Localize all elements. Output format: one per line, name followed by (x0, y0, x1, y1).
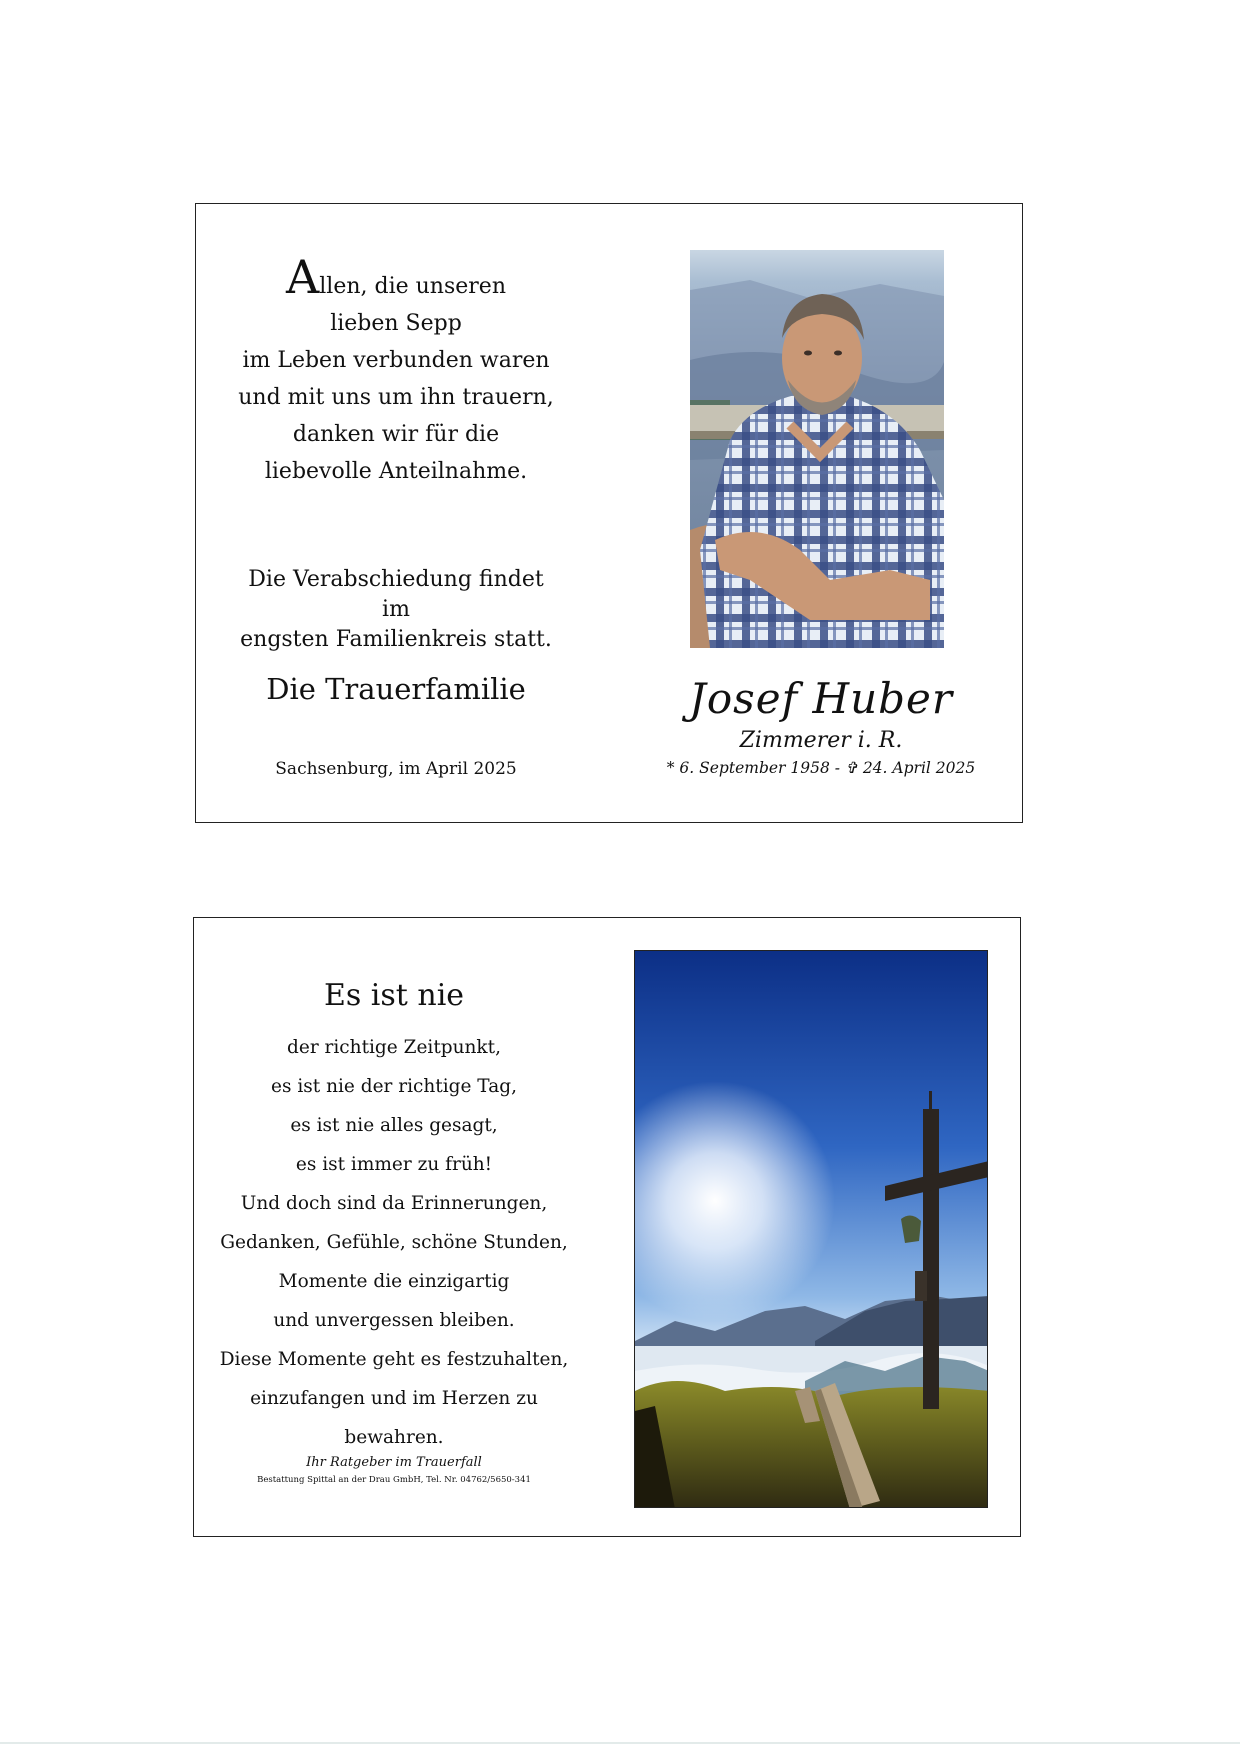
thank-you-verse (236, 250, 556, 490)
verse-line: danken wir für die (292, 422, 500, 447)
poem-line: es ist nie der richtige Tag, (271, 1076, 517, 1097)
poem-line: Gedanken, Gefühle, schöne Stunden, (220, 1232, 568, 1253)
poem-line: es ist nie alles gesagt, (290, 1115, 498, 1136)
verse-line: im Leben verbunden waren (242, 348, 550, 373)
poem-line: und unvergessen bleiben. (273, 1310, 515, 1331)
poem-line: der richtige Zeitpunkt, (287, 1037, 501, 1058)
poem-line: einzufangen und im Herzen zu bewahren. (250, 1388, 538, 1448)
verse-dropcap: A (286, 250, 320, 304)
poem-line: Und doch sind da Erinnerungen, (240, 1193, 548, 1214)
farewell-line: engsten Familienkreis statt. (240, 627, 552, 652)
undertaker-slogan: Ihr Ratgeber im Trauerfall (306, 1455, 482, 1470)
summit-cross-photo (634, 950, 988, 1508)
poem-line: Diese Momente geht es festzuhalten, (219, 1349, 569, 1370)
birth-death-dates: * 6. September 1958 - ✞ 24. April 2025 (666, 759, 976, 777)
verse-first-line-rest: llen, die unseren (319, 274, 506, 299)
undertaker-contact: Bestattung Spittal an der Drau GmbH, Tel. Nr. 04762/5650-341 (257, 1475, 531, 1485)
deceased-name: Josef Huber (689, 674, 953, 723)
poem-title: Es ist nie (323, 978, 465, 1013)
verse-line (236, 250, 556, 305)
farewell-line: Die Verabschiedung findet im (248, 567, 544, 622)
verse-line: lieben Sepp (330, 311, 462, 336)
mourning-family: Die Trauerfamilie (266, 672, 526, 706)
deceased-occupation: Zimmerer i. R. (739, 728, 903, 753)
verse-line: liebevolle Anteilnahme. (264, 459, 528, 484)
parte-card-back (193, 917, 1021, 1537)
poem-line: es ist immer zu früh! (295, 1154, 493, 1175)
parte-card-front (195, 203, 1023, 823)
place-date: Sachsenburg, im April 2025 (275, 759, 517, 779)
portrait-photo (690, 250, 944, 648)
scan-edge-line (0, 1742, 1240, 1744)
poem-line: Momente die einzigartig (278, 1271, 510, 1292)
verse-line: und mit uns um ihn trauern, (238, 385, 554, 410)
farewell-notice (236, 565, 556, 655)
poem (214, 1028, 574, 1457)
